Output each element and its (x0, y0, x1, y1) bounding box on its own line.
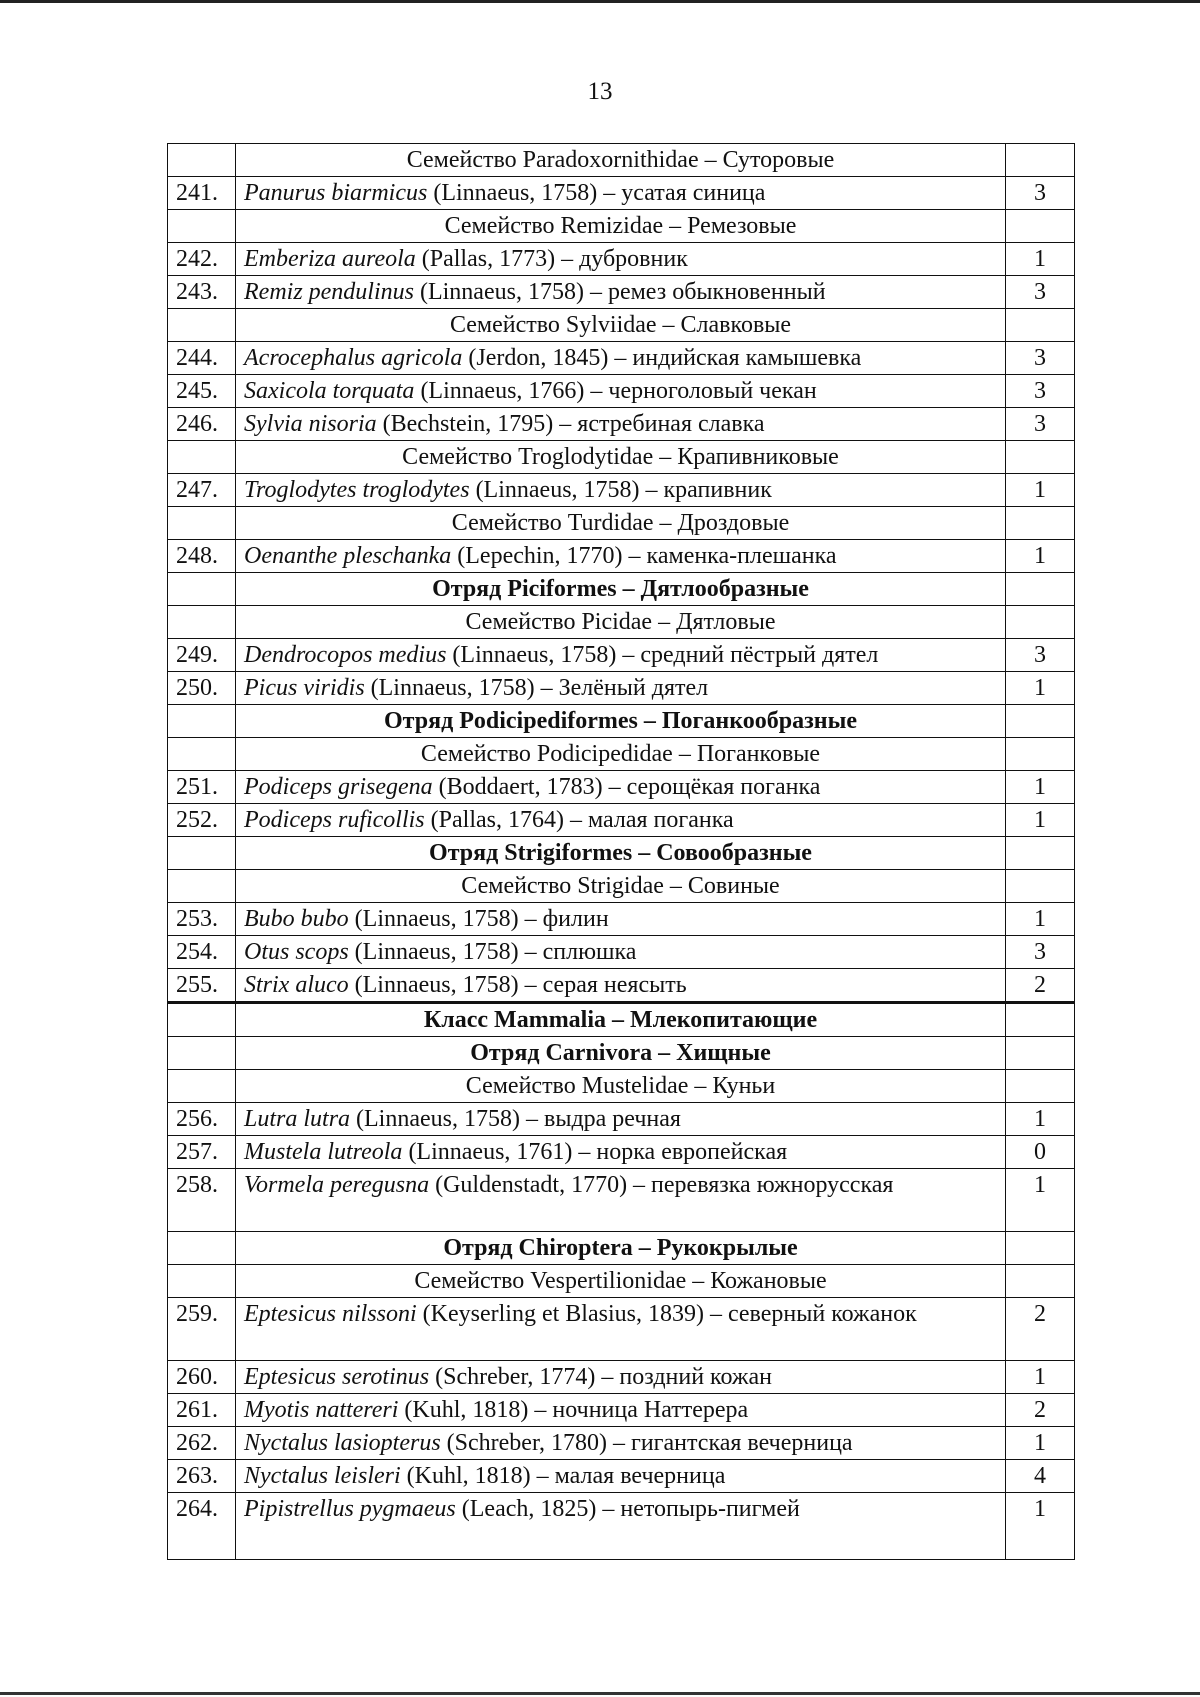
row-number: 241. (168, 177, 236, 210)
latin-name: Podiceps grisegena (244, 774, 433, 800)
status-category: 1 (1006, 1103, 1075, 1136)
latin-name: Panurus biarmicus (244, 180, 428, 206)
author-and-common-name: (Linnaeus, 1758) – сплюшка (348, 939, 637, 965)
empty-category-cell (1006, 144, 1075, 177)
empty-category-cell (1006, 1232, 1075, 1265)
empty-category-cell (1006, 870, 1075, 903)
latin-name: Troglodytes troglodytes (244, 477, 470, 503)
page-number: 13 (587, 78, 613, 105)
latin-name: Acrocephalus agricola (244, 345, 463, 371)
status-category: 1 (1006, 804, 1075, 837)
status-category: 3 (1006, 342, 1075, 375)
species-name-cell (236, 276, 1006, 309)
species-table (167, 143, 1075, 1560)
row-number: 258. (168, 1169, 236, 1232)
row-number: 263. (168, 1460, 236, 1493)
row-number: 246. (168, 408, 236, 441)
author-and-common-name: (Leach, 1825) – нетопырь-пигмей (455, 1496, 800, 1522)
row-number: 259. (168, 1298, 236, 1361)
species-name-cell (236, 1493, 1006, 1560)
family-heading-row (168, 144, 1075, 177)
empty-category-cell (1006, 1070, 1075, 1103)
empty-category-cell (1006, 1037, 1075, 1070)
species-name-cell (236, 1361, 1006, 1394)
status-category: 1 (1006, 243, 1075, 276)
species-table-body (168, 144, 1075, 1560)
row-number: 248. (168, 540, 236, 573)
author-and-common-name: (Linnaeus, 1758) – Зелёный дятел (364, 675, 709, 701)
row-number: 256. (168, 1103, 236, 1136)
author-and-common-name: (Pallas, 1764) – малая поганка (424, 807, 734, 833)
empty-category-cell (1006, 837, 1075, 870)
empty-category-cell (1006, 738, 1075, 771)
family-heading-row (168, 606, 1075, 639)
species-name-cell (236, 474, 1006, 507)
status-category: 1 (1006, 1427, 1075, 1460)
row-number: 262. (168, 1427, 236, 1460)
status-category: 1 (1006, 903, 1075, 936)
family-heading-row (168, 1070, 1075, 1103)
status-category: 2 (1006, 969, 1075, 1003)
family-heading-row (168, 309, 1075, 342)
latin-name: Eptesicus nilssoni (244, 1301, 417, 1327)
family-heading: Семейство Mustelidae – Куньи (236, 1070, 1006, 1103)
species-name-cell (236, 1394, 1006, 1427)
family-heading-row (168, 441, 1075, 474)
status-category: 1 (1006, 1493, 1075, 1560)
latin-name: Oenanthe pleschanka (244, 543, 452, 569)
species-name-cell (236, 804, 1006, 837)
row-number: 243. (168, 276, 236, 309)
author-and-common-name: (Linnaeus, 1758) – филин (348, 906, 609, 932)
latin-name: Remiz pendulinus (244, 279, 414, 305)
latin-name: Otus scops (244, 939, 349, 965)
species-row (168, 969, 1075, 1003)
empty-category-cell (1006, 441, 1075, 474)
species-row (168, 1460, 1075, 1493)
species-row (168, 936, 1075, 969)
taxon-heading-row (168, 573, 1075, 606)
latin-name: Lutra lutra (244, 1106, 351, 1132)
species-row (168, 1394, 1075, 1427)
species-name-cell (236, 903, 1006, 936)
row-number: 249. (168, 639, 236, 672)
latin-name: Nyctalus leisleri (244, 1463, 401, 1489)
latin-name: Bubo bubo (244, 906, 349, 932)
row-number: 251. (168, 771, 236, 804)
taxon-heading-row (168, 1037, 1075, 1070)
status-category: 1 (1006, 1361, 1075, 1394)
bottom-scan-border (0, 1692, 1200, 1695)
empty-number-cell (168, 210, 236, 243)
latin-name: Mustela lutreola (244, 1139, 403, 1165)
row-number: 254. (168, 936, 236, 969)
species-row (168, 342, 1075, 375)
empty-category-cell (1006, 1003, 1075, 1037)
species-name-cell (236, 375, 1006, 408)
status-category: 4 (1006, 1460, 1075, 1493)
taxon-heading: Отряд Carnivora – Хищные (236, 1037, 1006, 1070)
latin-name: Emberiza aureola (244, 246, 416, 272)
species-name-cell (236, 1427, 1006, 1460)
species-row (168, 243, 1075, 276)
status-category: 3 (1006, 639, 1075, 672)
family-heading: Семейство Vespertilionidae – Кожановые (236, 1265, 1006, 1298)
taxon-heading-row (168, 1003, 1075, 1037)
row-number: 260. (168, 1361, 236, 1394)
author-and-common-name: (Linnaeus, 1758) – крапивник (469, 477, 772, 503)
species-row (168, 375, 1075, 408)
family-heading: Семейство Turdidae – Дроздовые (236, 507, 1006, 540)
author-and-common-name: (Schreber, 1780) – гигантская вечерница (440, 1430, 853, 1456)
latin-name: Saxicola torquata (244, 378, 415, 404)
status-category: 3 (1006, 375, 1075, 408)
row-number: 255. (168, 969, 236, 1003)
taxon-heading-row (168, 1232, 1075, 1265)
latin-name: Myotis nattereri (244, 1397, 399, 1423)
empty-number-cell (168, 1003, 236, 1037)
species-name-cell (236, 639, 1006, 672)
author-and-common-name: (Linnaeus, 1761) – норка европейская (402, 1139, 788, 1165)
row-number: 261. (168, 1394, 236, 1427)
empty-number-cell (168, 837, 236, 870)
status-category: 1 (1006, 771, 1075, 804)
empty-number-cell (168, 573, 236, 606)
latin-name: Pipistrellus pygmaeus (244, 1496, 456, 1522)
author-and-common-name: (Lepechin, 1770) – каменка-плешанка (451, 543, 837, 569)
species-name-cell (236, 540, 1006, 573)
empty-number-cell (168, 144, 236, 177)
empty-category-cell (1006, 507, 1075, 540)
author-and-common-name: (Keyserling et Blasius, 1839) – северный кожанок (416, 1301, 917, 1327)
empty-number-cell (168, 441, 236, 474)
species-row (168, 804, 1075, 837)
empty-category-cell (1006, 1265, 1075, 1298)
family-heading-row (168, 1265, 1075, 1298)
empty-number-cell (168, 738, 236, 771)
species-row (168, 474, 1075, 507)
empty-number-cell (168, 1070, 236, 1103)
empty-number-cell (168, 1265, 236, 1298)
author-and-common-name: (Linnaeus, 1758) – усатая синица (427, 180, 766, 206)
latin-name: Picus viridis (244, 675, 365, 701)
family-heading-row (168, 507, 1075, 540)
species-row (168, 1136, 1075, 1169)
species-row (168, 177, 1075, 210)
family-heading: Семейство Strigidae – Совиные (236, 870, 1006, 903)
species-name-cell (236, 408, 1006, 441)
row-number: 253. (168, 903, 236, 936)
taxon-heading: Отряд Piciformes – Дятлообразные (236, 573, 1006, 606)
status-category: 3 (1006, 408, 1075, 441)
row-number: 245. (168, 375, 236, 408)
taxon-heading-row (168, 705, 1075, 738)
empty-number-cell (168, 1037, 236, 1070)
row-number: 264. (168, 1493, 236, 1560)
species-name-cell (236, 1169, 1006, 1232)
species-row (168, 771, 1075, 804)
species-row (168, 672, 1075, 705)
status-category: 3 (1006, 276, 1075, 309)
empty-category-cell (1006, 606, 1075, 639)
species-name-cell (236, 1103, 1006, 1136)
status-category: 0 (1006, 1136, 1075, 1169)
status-category: 3 (1006, 177, 1075, 210)
species-name-cell (236, 936, 1006, 969)
taxon-heading: Отряд Podicipediformes – Поганкообразные (236, 705, 1006, 738)
row-number: 247. (168, 474, 236, 507)
empty-number-cell (168, 1232, 236, 1265)
status-category: 3 (1006, 936, 1075, 969)
family-heading: Семейство Podicipedidae – Поганковые (236, 738, 1006, 771)
species-name-cell (236, 1136, 1006, 1169)
species-name-cell (236, 1460, 1006, 1493)
species-row (168, 1493, 1075, 1560)
empty-number-cell (168, 705, 236, 738)
family-heading-row (168, 870, 1075, 903)
author-and-common-name: (Linnaeus, 1758) – средний пёстрый дятел (446, 642, 879, 668)
species-row (168, 903, 1075, 936)
author-and-common-name: (Schreber, 1774) – поздний кожан (429, 1364, 772, 1390)
empty-number-cell (168, 606, 236, 639)
author-and-common-name: (Linnaeus, 1758) – ремез обыкновенный (413, 279, 826, 305)
species-name-cell (236, 177, 1006, 210)
species-row (168, 1103, 1075, 1136)
latin-name: Sylvia nisoria (244, 411, 377, 437)
family-heading: Семейство Paradoxornithidae – Суторовые (236, 144, 1006, 177)
species-name-cell (236, 771, 1006, 804)
species-row (168, 1427, 1075, 1460)
latin-name: Podiceps ruficollis (244, 807, 425, 833)
taxon-heading: Отряд Strigiformes – Совообразные (236, 837, 1006, 870)
row-number: 250. (168, 672, 236, 705)
status-category: 1 (1006, 474, 1075, 507)
empty-category-cell (1006, 705, 1075, 738)
author-and-common-name: (Kuhl, 1818) – малая вечерница (400, 1463, 726, 1489)
family-heading-row (168, 210, 1075, 243)
empty-number-cell (168, 507, 236, 540)
family-heading-row (168, 738, 1075, 771)
species-row (168, 540, 1075, 573)
empty-number-cell (168, 870, 236, 903)
family-heading: Семейство Sylviidae – Славковые (236, 309, 1006, 342)
species-name-cell (236, 969, 1006, 1003)
species-row (168, 276, 1075, 309)
species-row (168, 1169, 1075, 1232)
author-and-common-name: (Guldenstadt, 1770) – перевязка южнорусская (429, 1172, 894, 1198)
species-row (168, 1361, 1075, 1394)
status-category: 1 (1006, 1169, 1075, 1232)
latin-name: Eptesicus serotinus (244, 1364, 430, 1390)
row-number: 244. (168, 342, 236, 375)
empty-category-cell (1006, 309, 1075, 342)
family-heading: Семейство Troglodytidae – Крапивниковые (236, 441, 1006, 474)
taxon-heading: Класс Mammalia – Млекопитающие (236, 1003, 1006, 1037)
species-name-cell (236, 342, 1006, 375)
latin-name: Nyctalus lasiopterus (244, 1430, 441, 1456)
author-and-common-name: (Linnaeus, 1766) – черноголовый чекан (414, 378, 817, 404)
empty-category-cell (1006, 210, 1075, 243)
row-number: 242. (168, 243, 236, 276)
status-category: 1 (1006, 540, 1075, 573)
species-name-cell (236, 1298, 1006, 1361)
species-row (168, 639, 1075, 672)
author-and-common-name: (Kuhl, 1818) – ночница Наттерера (398, 1397, 749, 1423)
top-scan-border (0, 0, 1200, 3)
species-row (168, 1298, 1075, 1361)
taxon-heading: Отряд Chiroptera – Рукокрылые (236, 1232, 1006, 1265)
author-and-common-name: (Bechstein, 1795) – ястребиная славка (376, 411, 765, 437)
row-number: 252. (168, 804, 236, 837)
species-name-cell (236, 672, 1006, 705)
latin-name: Dendrocopos medius (244, 642, 447, 668)
status-category: 2 (1006, 1298, 1075, 1361)
author-and-common-name: (Linnaeus, 1758) – серая неясыть (348, 972, 687, 998)
author-and-common-name: (Boddaert, 1783) – серощёкая поганка (432, 774, 821, 800)
empty-category-cell (1006, 573, 1075, 606)
family-heading: Семейство Picidae – Дятловые (236, 606, 1006, 639)
row-number: 257. (168, 1136, 236, 1169)
author-and-common-name: (Linnaeus, 1758) – выдра речная (350, 1106, 681, 1132)
latin-name: Vormela peregusna (244, 1172, 430, 1198)
species-row (168, 408, 1075, 441)
author-and-common-name: (Pallas, 1773) – дубровник (415, 246, 688, 272)
latin-name: Strix aluco (244, 972, 349, 998)
status-category: 1 (1006, 672, 1075, 705)
species-name-cell (236, 243, 1006, 276)
status-category: 2 (1006, 1394, 1075, 1427)
author-and-common-name: (Jerdon, 1845) – индийская камышевка (462, 345, 862, 371)
taxon-heading-row (168, 837, 1075, 870)
empty-number-cell (168, 309, 236, 342)
family-heading: Семейство Remizidae – Ремезовые (236, 210, 1006, 243)
